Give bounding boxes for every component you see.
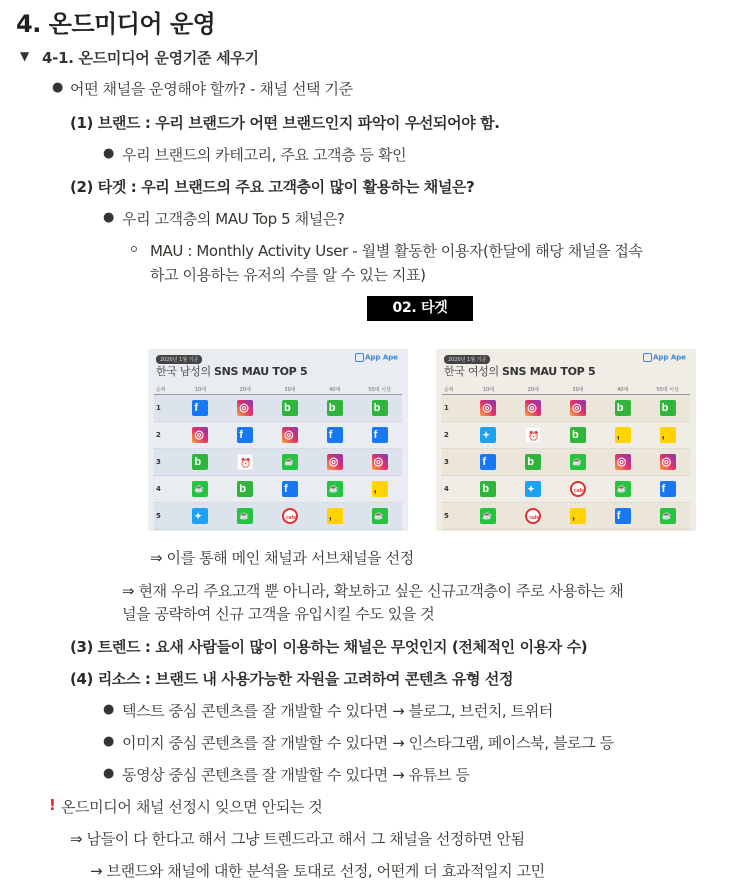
facebook-icon: f [327, 427, 343, 443]
criterion-brand: (1) 브랜드 : 우리 브랜드가 어떤 브랜드인지 파악이 우선되어야 함. [70, 114, 500, 132]
chart-rows [154, 395, 402, 530]
resource-video: 동영상 중심 콘텐츠를 잘 개발할 수 있다면 → 유튜브 등 [122, 766, 470, 784]
facebook-icon: f [192, 400, 208, 416]
chart-row [154, 503, 402, 530]
navercafe-icon: ☕ [237, 508, 253, 524]
mau-definition-line1: MAU : Monthly Activity User - 월별 활동한 이용자(한달에 해당 채널을 접속 [150, 242, 643, 260]
chart-row [442, 449, 690, 476]
band-icon: b [282, 400, 298, 416]
chart-column-header: 순위 10대 20대 30대 40대 50대 이상 [154, 384, 402, 395]
daumcafe-icon: cafe [570, 481, 586, 497]
warning-line2: → 브랜드와 채널에 대한 분석을 토대로 선정, 어떤게 더 효과적일지 고민 [90, 862, 545, 880]
kakaopage-icon: , [615, 427, 631, 443]
resource-image: 이미지 중심 콘텐츠를 잘 개발할 수 있다면 → 인스타그램, 페이스북, 블로그 등 [122, 734, 614, 752]
kakaostory-icon: ⏰ [237, 454, 253, 470]
instagram-icon: ◎ [237, 400, 253, 416]
rank-label: 5 [444, 512, 449, 520]
chart-row [442, 395, 690, 422]
toggle-heading[interactable]: 4-1. 온드미디어 운영기준 세우기 [42, 49, 259, 67]
twitter-icon: ✦ [192, 508, 208, 524]
conclusion-new-customers-line2: 널을 공략하여 신규 고객을 유입시킬 수도 있을 것 [122, 605, 435, 623]
bullet-brand-check: 우리 브랜드의 카테고리, 주요 고객층 등 확인 [122, 146, 407, 164]
rank-label: 1 [156, 404, 161, 412]
kakaopage-icon: , [660, 427, 676, 443]
navercafe-icon: ☕ [615, 481, 631, 497]
bullet-dot-icon: ● [103, 210, 115, 225]
facebook-icon: f [615, 508, 631, 524]
image-badge-target: 02. 타겟 [367, 296, 473, 321]
instagram-icon: ◎ [660, 454, 676, 470]
chart-row [442, 503, 690, 530]
rank-label: 4 [156, 485, 161, 493]
chart-row [154, 449, 402, 476]
criterion-target: (2) 타겟 : 우리 브랜드의 주요 고객층이 많이 활용하는 채널은? [70, 178, 475, 196]
band-icon: b [192, 454, 208, 470]
chart-date-tag: 2020년 1월 기준 [444, 355, 490, 364]
band-icon: b [660, 400, 676, 416]
navercafe-icon: ☕ [480, 508, 496, 524]
kakaopage-icon: , [570, 508, 586, 524]
chart-column-header: 순위 10대 20대 30대 40대 50대 이상 [442, 384, 690, 395]
instagram-icon: ◎ [525, 400, 541, 416]
rank-label: 2 [156, 431, 161, 439]
chart-row [154, 395, 402, 422]
app-ape-icon [643, 353, 652, 362]
twitter-icon: ✦ [480, 427, 496, 443]
bullet-main: 어떤 채널을 운영해야 할까? - 채널 선택 기준 [70, 80, 353, 98]
band-icon: b [327, 400, 343, 416]
female-sns-mau-image [436, 349, 696, 531]
rank-label: 5 [156, 512, 161, 520]
app-ape-logo: App Ape [355, 353, 398, 362]
instagram-icon: ◎ [192, 427, 208, 443]
daumcafe-icon: cafe [282, 508, 298, 524]
rank-label: 3 [156, 458, 161, 466]
chart-title: 한국 남성의 SNS MAU TOP 5 [156, 365, 308, 378]
kakaopage-icon: , [372, 481, 388, 497]
navercafe-icon: ☕ [282, 454, 298, 470]
chart-title: 한국 여성의 SNS MAU TOP 5 [444, 365, 596, 378]
band-icon: b [480, 481, 496, 497]
criterion-resource: (4) 리소스 : 브랜드 내 사용가능한 자원을 고려하여 콘텐츠 유형 선정 [70, 670, 514, 688]
instagram-icon: ◎ [372, 454, 388, 470]
band-icon: b [237, 481, 253, 497]
app-ape-logo: App Ape [643, 353, 686, 362]
chart-row [442, 422, 690, 449]
band-icon: b [570, 427, 586, 443]
facebook-icon: f [372, 427, 388, 443]
bullet-dot-icon: ● [103, 766, 115, 781]
chart-row [154, 422, 402, 449]
instagram-icon: ◎ [282, 427, 298, 443]
facebook-icon: f [660, 481, 676, 497]
rank-label: 1 [444, 404, 449, 412]
bullet-dot-icon: ● [103, 734, 115, 749]
rank-label: 4 [444, 485, 449, 493]
toggle-triangle-icon[interactable]: ▼ [20, 49, 30, 63]
facebook-icon: f [282, 481, 298, 497]
kakaopage-icon: , [327, 508, 343, 524]
instagram-icon: ◎ [480, 400, 496, 416]
conclusion-new-customers-line1: ⇒ 현재 우리 주요고객 뿐 아니라, 확보하고 싶은 신규고객층이 주로 사용하는 채 [122, 582, 624, 600]
bullet-dot-icon: ● [103, 702, 115, 717]
navercafe-icon: ☕ [570, 454, 586, 470]
conclusion-main-sub: ⇒ 이를 통해 메인 채널과 서브채널을 선정 [150, 549, 414, 567]
resource-text: 텍스트 중심 콘텐츠를 잘 개발할 수 있다면 → 블로그, 브런치, 트위터 [122, 702, 553, 720]
warning-exclamation-icon: ! [49, 796, 56, 814]
navercafe-icon: ☕ [327, 481, 343, 497]
chart-row [442, 476, 690, 503]
rank-label: 3 [444, 458, 449, 466]
chart-rows [442, 395, 690, 530]
criterion-trend: (3) 트렌드 : 요새 사람들이 많이 이용하는 채널은 무엇인지 (전체적인 이용자 수) [70, 638, 588, 656]
instagram-icon: ◎ [570, 400, 586, 416]
warning-title: 온드미디어 채널 선정시 잊으면 안되는 것 [61, 798, 323, 816]
band-icon: b [372, 400, 388, 416]
mau-definition-line2: 하고 이용하는 유저의 수를 알 수 있는 지표) [150, 266, 426, 284]
warning-line1: ⇒ 남들이 다 한다고 해서 그냥 트렌드라고 해서 그 채널을 선정하면 안됨 [70, 830, 525, 848]
chart-date-tag: 2020년 1월 기준 [156, 355, 202, 364]
bullet-mau-top5: 우리 고객층의 MAU Top 5 채널은? [122, 210, 345, 228]
band-icon: b [525, 454, 541, 470]
navercafe-icon: ☕ [192, 481, 208, 497]
rank-label: 2 [444, 431, 449, 439]
navercafe-icon: ☕ [660, 508, 676, 524]
daumcafe-icon: cafe [525, 508, 541, 524]
bullet-dot-icon: ● [52, 80, 64, 95]
bullet-circle-icon [131, 246, 137, 252]
kakaostory-icon: ⏰ [525, 427, 541, 443]
facebook-icon: f [480, 454, 496, 470]
twitter-icon: ✦ [525, 481, 541, 497]
bullet-dot-icon: ● [103, 146, 115, 161]
instagram-icon: ◎ [615, 454, 631, 470]
male-sns-mau-image [148, 349, 408, 531]
band-icon: b [615, 400, 631, 416]
facebook-icon: f [237, 427, 253, 443]
chart-row [154, 476, 402, 503]
navercafe-icon: ☕ [372, 508, 388, 524]
app-ape-icon [355, 353, 364, 362]
page-heading: 4. 온드미디어 운영 [16, 10, 216, 38]
instagram-icon: ◎ [327, 454, 343, 470]
